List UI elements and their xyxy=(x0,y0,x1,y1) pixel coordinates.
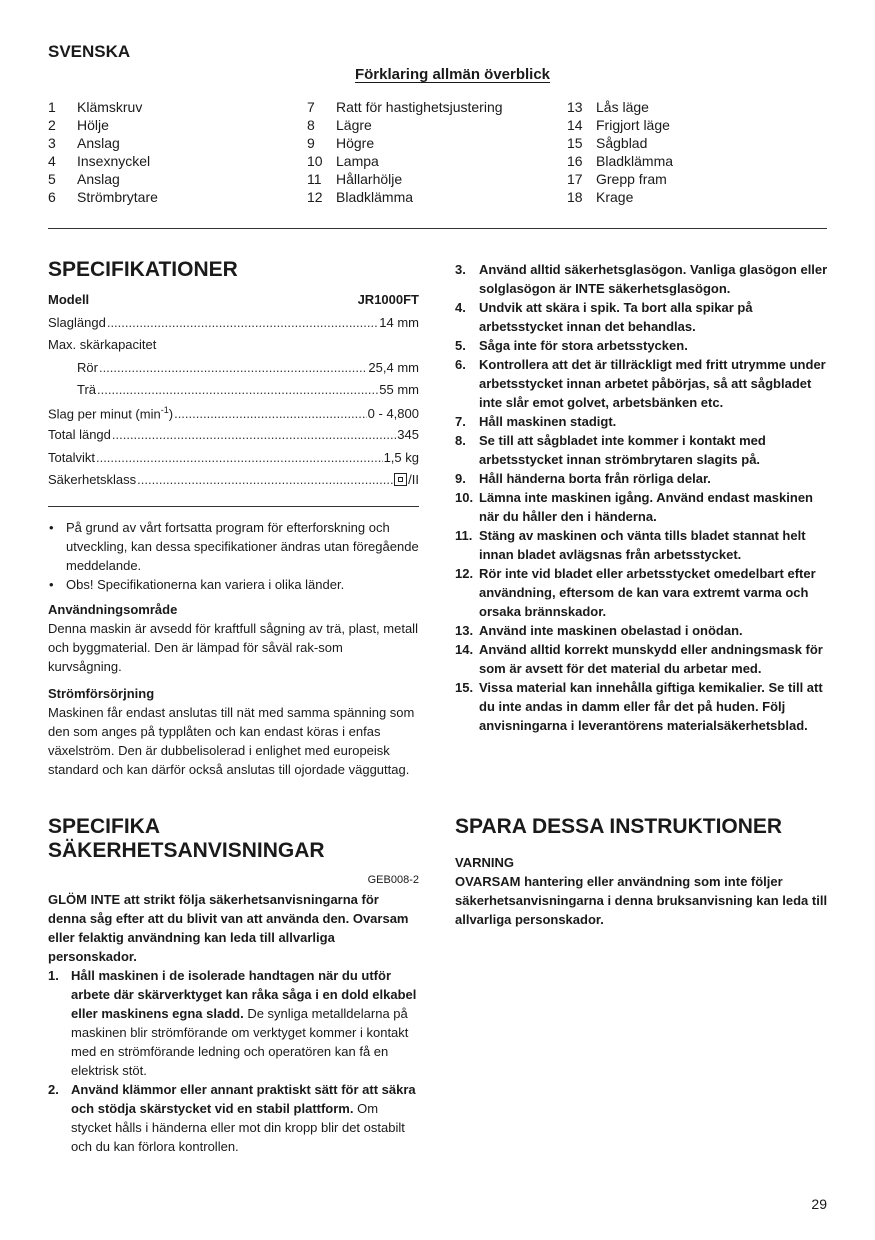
part-item: 14 Frigjort läge xyxy=(567,117,670,133)
spec-row-pipe: Rör ..... 25,4 mm xyxy=(48,360,419,383)
list-item: • På grund av vårt fortsatta program för efterforskning och utveckling, kan dessa specifikationer ändras utan föregående meddelande. xyxy=(49,520,419,573)
part-item: 17 Grepp fram xyxy=(567,171,667,187)
safety-list-right xyxy=(455,260,828,735)
part-item: 18 Krage xyxy=(567,189,634,205)
list-item: 1. Håll maskinen i de isolerade handtagen när du utför arbete där skärverktyget kan råka såga i en dold elkabel eller maskinens egna sladd. De synliga metalldelarna på maskinen blir strömförande om verktyget kommer i kontakt med en strömförande ledning och operatören kan få en elektrisk stöt. xyxy=(48,968,417,1078)
spec-row-wood: Trä ..... 55 mm xyxy=(48,382,419,405)
list-item: • Obs! Specifikationerna kan variera i olika länder. xyxy=(49,577,345,592)
list-item: 12. Rör inte vid bladet eller arbetsstycket omedelbart efter användning, eftersom de kan vara extremt varma och orsaka brännskador. xyxy=(455,566,816,619)
list-item: 14. Använd alltid korrekt munskydd eller andningsmask för som är avsett för det material du arbetar med. xyxy=(455,642,823,676)
power-supply-heading: Strömförsörjning xyxy=(48,686,155,701)
spec-row-capacity: Max. skärkapacitet xyxy=(48,337,157,352)
parts-column-1 xyxy=(48,98,158,206)
power-supply-section xyxy=(48,684,420,779)
spec-row-length: Total längd ..... 345 xyxy=(48,427,419,450)
overview-title: Förklaring allmän överblick xyxy=(354,66,551,83)
list-item: 9. Håll händerna borta från rörliga delar. xyxy=(455,471,711,486)
power-supply-text: Maskinen får endast anslutas till nät med samma spänning som den som anges på typplåten och kan endast köras i enfas växelström. Den är dubbelisolerad i enlighet med europeisk standard och kan därför också anslutas till ojordade vägguttag. xyxy=(48,705,415,777)
warning-text: OVARSAM hantering eller användning som inte följer säkerhetsanvisningarna i denna bruksanvisning kan leda till allvarliga personskador. xyxy=(455,874,828,927)
list-item: 10. Lämna inte maskinen igång. Använd endast maskinen när du håller den i händerna. xyxy=(455,490,813,524)
part-item: 9 Högre xyxy=(307,135,375,151)
spec-table xyxy=(48,292,419,495)
part-item: 7 Ratt för hastighetsjustering xyxy=(307,99,503,115)
part-item: 10 Lampa xyxy=(307,153,379,169)
part-item: 12 Bladklämma xyxy=(307,189,414,205)
part-item: 1 Klämskruv xyxy=(48,99,143,115)
warning-label: VARNING xyxy=(455,855,514,870)
spec-row-strokes-per-minute: Slag per minut $(\min^{-1})$ ..... 0 - 4,800 xyxy=(48,405,419,428)
intended-use-heading: Användningsområde xyxy=(48,602,178,617)
list-item: 3. Använd alltid säkerhetsglasögon. Vanliga glasögon eller solglasögon är INTE säkerhetsglasögon. xyxy=(455,262,828,296)
part-item: 16 Bladklämma xyxy=(567,153,674,169)
list-item: 7. Håll maskinen stadigt. xyxy=(455,414,617,429)
safety-list-left xyxy=(48,966,420,1156)
part-item: 6 Strömbrytare xyxy=(48,189,158,205)
part-item: 4 Insexnyckel xyxy=(48,153,151,169)
parts-column-2 xyxy=(307,98,503,206)
spec-divider xyxy=(48,506,419,507)
page-number: 29 xyxy=(811,1196,827,1212)
warning-block xyxy=(455,853,828,929)
part-item: 13 Lås läge xyxy=(567,99,649,115)
intended-use-section xyxy=(48,600,420,676)
parts-column-3 xyxy=(567,98,673,206)
list-item: 11. Stäng av maskinen och vänta tills bladet stannat helt innan bladet avlägsnas från arbetsstycket. xyxy=(455,528,806,562)
spec-notes xyxy=(48,518,420,594)
overview-title-wrap xyxy=(0,66,875,83)
safety-title: SPECIFIKA SÄKERHETSANVISNINGAR xyxy=(48,815,325,862)
part-item: 3 Anslag xyxy=(48,135,120,151)
spec-row-weight: Totalvikt ..... 1,5 kg xyxy=(48,450,419,473)
list-item: 4. Undvik att skära i spik. Ta bort alla spikar på arbetsstycket innan det behandlas. xyxy=(455,300,753,334)
double-insulation-icon xyxy=(394,473,407,486)
part-item: 11 Hållarhölje xyxy=(307,171,403,187)
list-item: 15. Vissa material kan innehålla giftiga kemikalier. Se till att du inte andas in damm eller får det på huden. Följ anvisningarna i leverantörens materialsäkerhetsblad. xyxy=(455,680,823,733)
save-instructions-title: SPARA DESSA INSTRUKTIONER xyxy=(455,815,783,838)
specifications-title: SPECIFIKATIONER xyxy=(48,258,238,281)
part-item: 5 Anslag xyxy=(48,171,120,187)
list-item: 8. Se till att sågbladet inte kommer i kontakt med arbetsstycket innan strömbrytaren slagits på. xyxy=(455,433,766,467)
part-item: 2 Hölje xyxy=(48,117,109,133)
part-item: 15 Sågblad xyxy=(567,135,648,151)
list-item: 2. Använd klämmor eller annant praktiskt sätt för att säkra och stödja skärstycket vid en stabil plattform. Om stycket hålls i händerna eller mot din kropp blir det ostabilt och du kan förlora kontrollen. xyxy=(48,1082,416,1154)
list-item: 6. Kontrollera att det är tillräckligt med fritt utrymme under arbetsstycket innan arbetet påbörjas, så att sågbladet inte slår emot golvet, arbetsbänken etc. xyxy=(455,357,826,410)
spec-row-stroke: Slaglängd ..... 14 mm xyxy=(48,315,419,338)
list-item: 5. Såga inte för stora arbetsstycken. xyxy=(455,338,688,353)
intended-use-text: Denna maskin är avsedd för kraftfull sågning av trä, plast, metall och byggmaterial. Den är lämpad för såväl rak-som kurvsågning. xyxy=(48,621,418,674)
spec-row-safety-class: Säkerhetsklass ..... /II xyxy=(48,472,419,495)
document-code: GEB008-2 xyxy=(367,874,419,886)
list-item: 13. Använd inte maskinen obelastad i onödan. xyxy=(455,623,743,638)
part-item: 8 Lägre xyxy=(307,117,372,133)
language-heading: SVENSKA xyxy=(48,42,131,61)
spec-row-model: Modell JR1000FT xyxy=(48,292,419,307)
safety-intro: GLÖM INTE att strikt följa säkerhetsanvisningarna för denna såg efter att du blivit van att använda den. Ovarsam eller felaktig användning kan leda till allvarliga personskador. xyxy=(48,892,409,964)
section-divider xyxy=(48,228,827,229)
